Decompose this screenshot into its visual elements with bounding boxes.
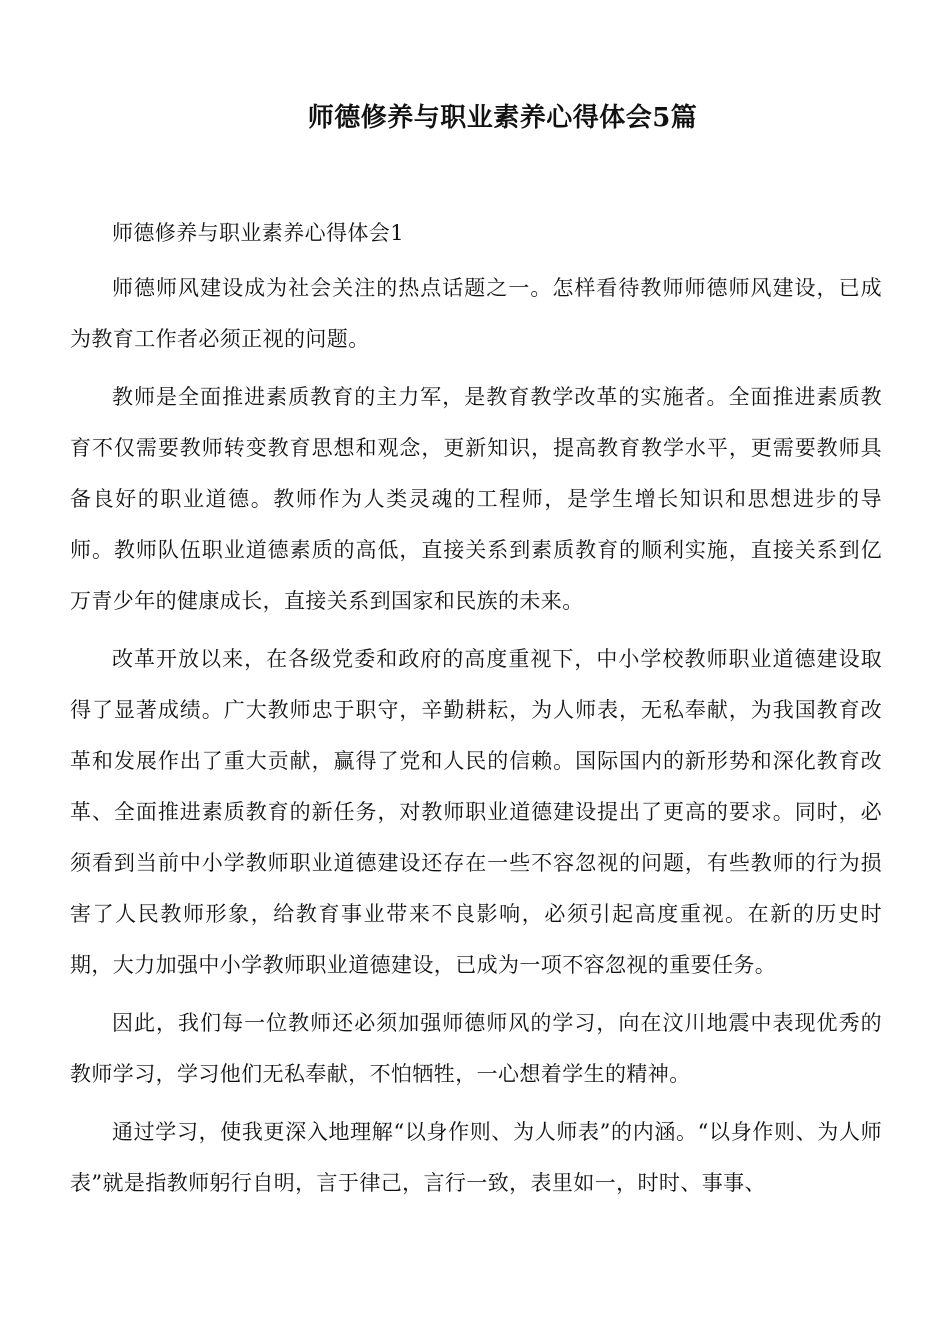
- paragraph-1: 师德师风建设成为社会关注的热点话题之一。怎样看待教师师德师风建设，已成为教育工作者必须正视的问题。: [70, 276, 882, 351]
- section-heading: 师德修养与职业素养心得体会1: [112, 221, 404, 245]
- document-title: 师德修养与职业素养心得体会5篇: [307, 103, 698, 133]
- document-body: [70, 208, 882, 1216]
- paragraph-5: 通过学习，使我更深入地理解“以身作则、为人师表”的内涵。“以身作则、为人师表”就是指教师躬行自明，言于律己，言行一致，表里如一，时时、事事、: [70, 1120, 882, 1195]
- paragraph-4: 因此，我们每一位教师还必须加强师德师风的学习，向在汶川地震中表现优秀的教师学习，学习他们无私奉献，不怕牺牲，一心想着学生的精神。: [70, 1011, 882, 1086]
- paragraph-3: 改革开放以来，在各级党委和政府的高度重视下，中小学校教师职业道德建设取得了显著成绩。广大教师忠于职守，辛勤耕耘，为人师表，无私奉献，为我国教育改革和发展作出了重大贡献，赢得了党和人民的信赖。国际国内的新形势和深化教育改革、全面推进素质教育的新任务，对教师职业道德建设提出了更高的要求。同时，必须看到当前中小学教师职业道德建设还存在一些不容忽视的问题，有些教师的行为损害了人民教师形象，给教育事业带来不良影响，必须引起高度重视。在新的历史时期，大力加强中小学教师职业道德建设，已成为一项不容忽视的重要任务。: [70, 647, 882, 977]
- paragraph-2: 教师是全面推进素质教育的主力军，是教育教学改革的实施者。全面推进素质教育不仅需要教师转变教育思想和观念，更新知识，提高教育教学水平，更需要教师具备良好的职业道德。教师作为人类灵魂的工程师，是学生增长知识和思想进步的导师。教师队伍职业道德素质的高低，直接关系到素质教育的顺利实施，直接关系到亿万青少年的健康成长，直接关系到国家和民族的未来。: [70, 385, 882, 613]
